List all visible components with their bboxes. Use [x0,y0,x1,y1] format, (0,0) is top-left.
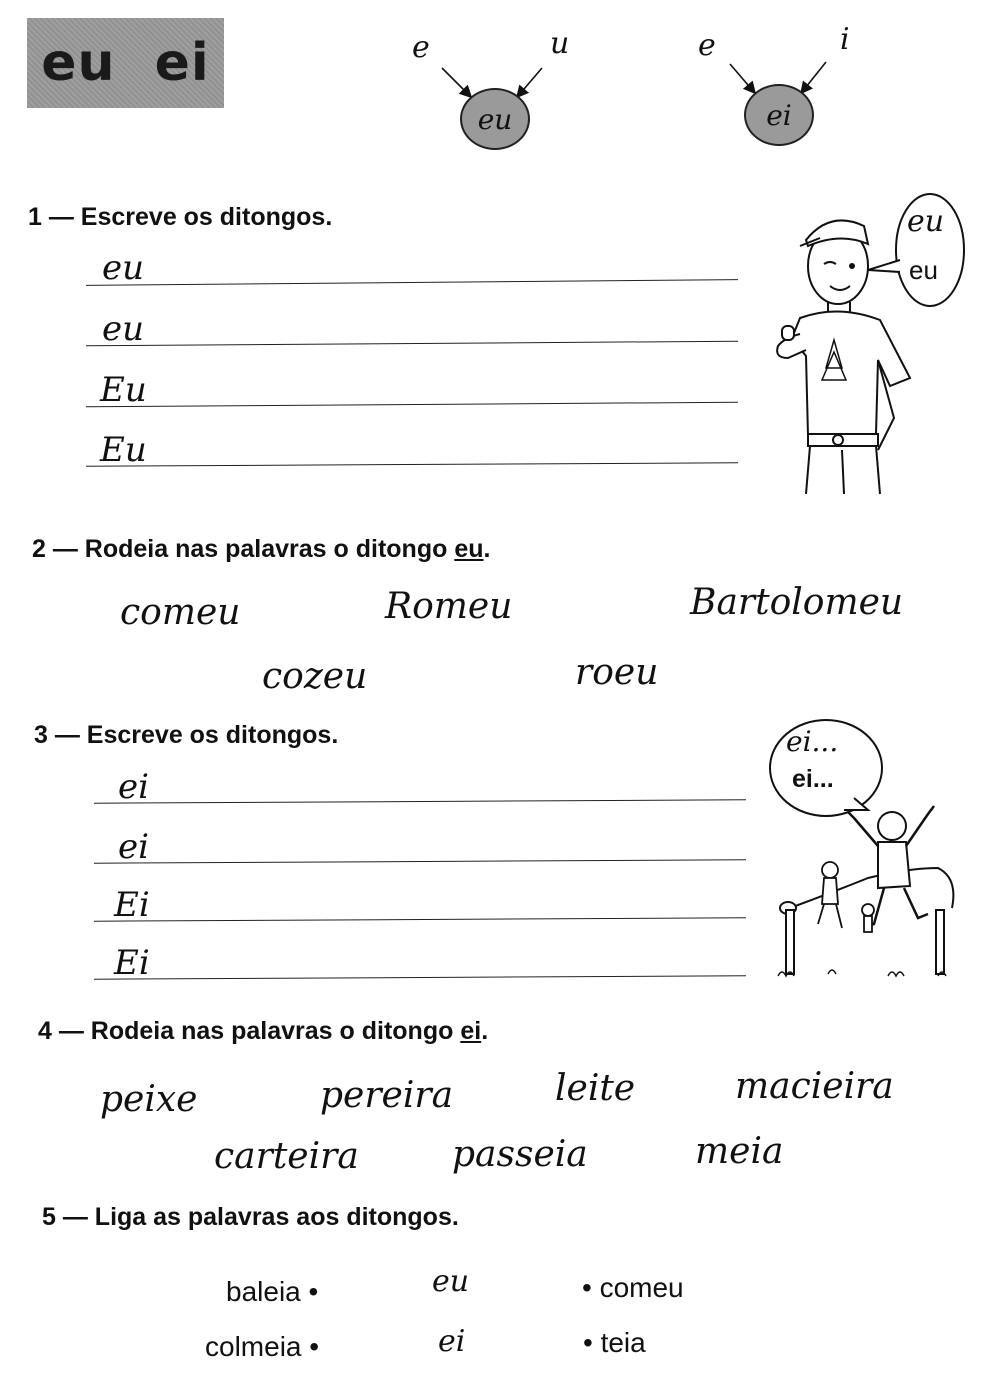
diagram-eu-right-letter: u [550,26,570,61]
diagram-ei [690,20,890,160]
writing-line[interactable] [86,402,738,408]
writing-line[interactable] [86,279,738,286]
match-right-word[interactable]: • comeu [582,1272,684,1303]
exercise4-word[interactable]: meia [695,1131,784,1172]
writing-line[interactable] [94,799,746,803]
exercise4-heading-key: ei [460,1017,482,1045]
writing-line[interactable] [94,975,746,979]
diagram-ei-result: ei [766,98,792,132]
diagram-ei-circle [744,84,814,146]
exercise4-word[interactable]: macieira [735,1066,894,1107]
exercise4-word[interactable]: pereira [320,1075,454,1116]
exercise4-word[interactable]: peixe [100,1079,198,1120]
exercise2-heading-text: 2 — Rodeia nas palavras o ditongo [32,535,455,563]
exercise2-heading-end: . [483,535,491,563]
exercise4-heading-text: 4 — Rodeia nas palavras o ditongo [38,1017,461,1045]
exercise1-bubble-print: eu [909,255,938,285]
writing-line[interactable] [86,462,738,466]
writing-line-text: Eu [100,430,147,470]
exercise4-word[interactable]: passeia [452,1134,588,1175]
writing-line-text: Ei [114,943,150,983]
writing-line-text: eu [102,248,145,288]
exercise1-heading: 1 — Escreve os ditongos. [28,203,333,231]
exercise1-bubble-cursive: eu [907,204,945,239]
exercise2-word[interactable]: cozeu [262,656,368,697]
writing-line[interactable] [94,917,746,921]
exercise2-word[interactable]: comeu [120,592,241,633]
exercise2-word[interactable]: Romeu [385,586,513,627]
match-diphthong[interactable]: ei [438,1324,466,1359]
exercise5-heading: 5 — Liga as palavras aos ditongos. [42,1203,459,1231]
match-diphthong[interactable]: eu [432,1264,470,1299]
diagram-ei-left-letter: e [698,28,716,63]
exercise3-bubble-cursive: ei... [786,725,839,758]
exercise3-heading: 3 — Escreve os ditongos. [34,721,339,749]
writing-line[interactable] [94,859,746,863]
exercise2-word[interactable]: Bartolomeu [690,582,904,623]
exercise3-bubble-print: ei... [792,765,834,793]
exercise4-word[interactable]: leite [555,1068,636,1109]
diagram-eu [400,20,600,160]
diagram-eu-circle [460,88,530,150]
writing-line[interactable] [86,341,738,347]
exercise4-heading [38,1017,488,1046]
match-right-word[interactable]: • teia [583,1327,646,1358]
writing-line-text: ei [118,827,149,867]
exercise2-word[interactable]: roeu [575,652,659,693]
exercise2-heading [32,535,490,564]
diagram-eu-result: eu [477,102,513,136]
diagram-ei-right-letter: i [840,22,850,57]
match-left-word[interactable]: colmeia • [205,1331,320,1362]
diagram-eu-left-letter: e [412,30,430,65]
writing-line-text: Eu [100,370,147,410]
title-banner [27,18,224,108]
match-left-word[interactable]: baleia • [226,1276,319,1307]
exercise2-heading-key: eu [454,535,484,563]
exercise4-heading-end: . [481,1017,489,1045]
exercise4-word[interactable]: carteira [214,1136,359,1177]
writing-line-text: Ei [114,885,150,925]
writing-line-text: ei [118,767,149,807]
writing-line-text: eu [102,309,145,349]
page-title: eu ei [41,33,210,93]
runners-illustration [768,718,973,986]
